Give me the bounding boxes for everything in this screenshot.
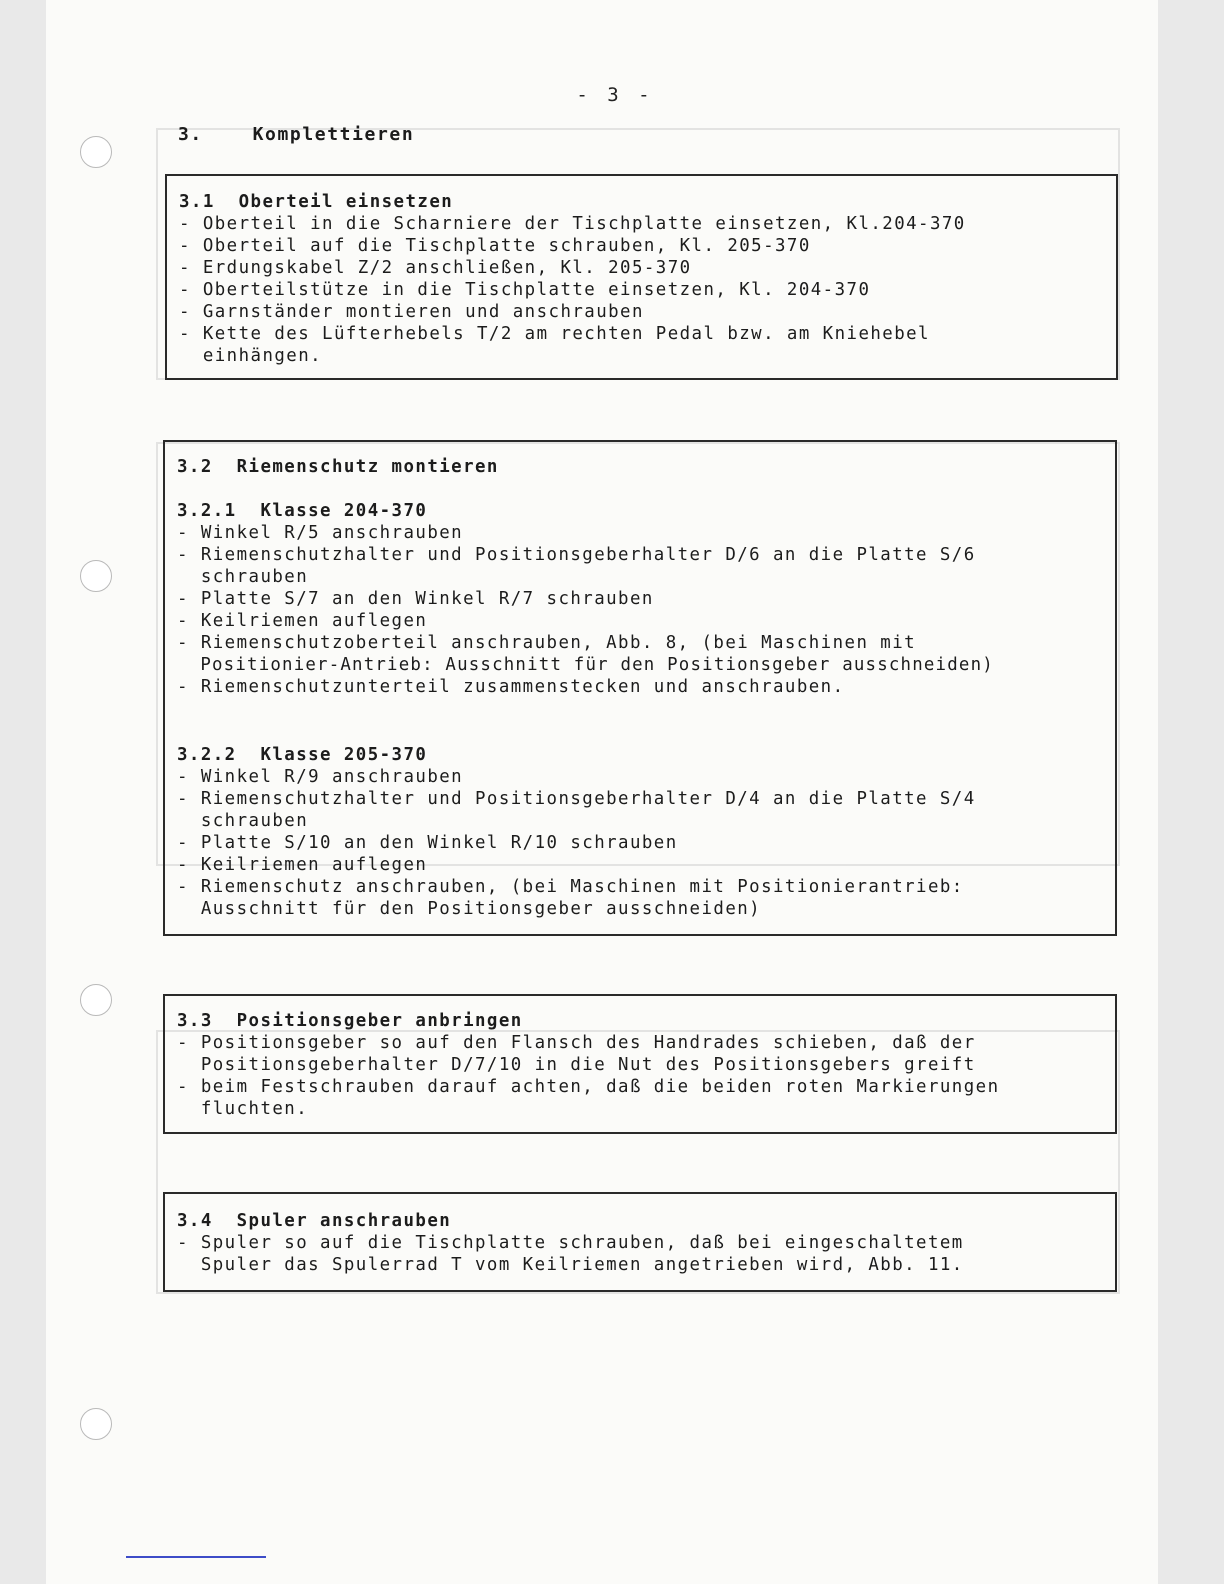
punch-hole	[80, 136, 112, 168]
subsection-heading: 3.2.2 Klasse 205-370	[177, 745, 428, 765]
scan-edge-mark	[126, 1556, 266, 1558]
instruction-line: - beim Festschrauben darauf achten, daß die beiden roten Markierungen	[177, 1077, 1000, 1097]
instruction-line: Positionsgeberhalter D/7/10 in die Nut des Positionsgebers greift	[177, 1055, 976, 1075]
section-heading: 3.4 Spuler anschrauben	[177, 1211, 452, 1231]
instruction-line: - Garnständer montieren und anschrauben	[179, 302, 644, 322]
instruction-line: Positionier-Antrieb: Ausschnitt für den Positionsgeber ausschneiden)	[177, 655, 994, 675]
section-heading: 3.3 Positionsgeber anbringen	[177, 1011, 523, 1031]
instruction-line: - Positionsgeber so auf den Flansch des Handrades schieben, daß der	[177, 1033, 976, 1053]
instruction-line: - Oberteilstütze in die Tischplatte einsetzen, Kl. 204-370	[179, 280, 871, 300]
punch-hole	[80, 560, 112, 592]
instruction-line: - Kette des Lüfterhebels T/2 am rechten Pedal bzw. am Kniehebel	[179, 324, 930, 344]
instruction-line: - Riemenschutzhalter und Positionsgeberhalter D/4 an die Platte S/4	[177, 789, 976, 809]
instruction-line: - Keilriemen auflegen	[177, 855, 428, 875]
section-3-3-box	[163, 994, 1117, 1134]
instruction-line: - Platte S/10 an den Winkel R/10 schrauben	[177, 833, 678, 853]
section-3-2-box	[163, 440, 1117, 936]
section-heading: 3.1 Oberteil einsetzen	[179, 192, 454, 212]
instruction-line: - Oberteil auf die Tischplatte schrauben, Kl. 205-370	[179, 236, 811, 256]
instruction-line: - Winkel R/5 anschrauben	[177, 523, 464, 543]
section-3-4-box	[163, 1192, 1117, 1292]
punch-hole	[80, 984, 112, 1016]
instruction-line: Ausschnitt für den Positionsgeber ausschneiden)	[177, 899, 762, 919]
subsection-heading: 3.2.1 Klasse 204-370	[177, 501, 428, 521]
section-heading: 3.2 Riemenschutz montieren	[177, 457, 499, 477]
instruction-line: - Riemenschutzunterteil zusammenstecken und anschrauben.	[177, 677, 845, 697]
instruction-line: einhängen.	[179, 346, 323, 366]
chapter-title-text: Komplettieren	[252, 124, 415, 145]
instruction-line: - Erdungskabel Z/2 anschließen, Kl. 205-370	[179, 258, 692, 278]
instruction-line: - Oberteil in die Scharniere der Tischplatte einsetzen, Kl.204-370	[179, 214, 966, 234]
instruction-line: - Riemenschutzhalter und Positionsgeberhalter D/6 an die Platte S/6	[177, 545, 976, 565]
instruction-line: - Riemenschutz anschrauben, (bei Maschinen mit Positionierantrieb:	[177, 877, 964, 897]
instruction-line: - Riemenschutzoberteil anschrauben, Abb. 8, (bei Maschinen mit	[177, 633, 917, 653]
instruction-line: schrauben	[177, 567, 309, 587]
instruction-line: - Platte S/7 an den Winkel R/7 schrauben	[177, 589, 654, 609]
section-3-1-box	[165, 174, 1118, 380]
instruction-line: - Winkel R/9 anschrauben	[177, 767, 464, 787]
page-number: - 3 -	[576, 84, 654, 106]
instruction-line: fluchten.	[177, 1099, 309, 1119]
instruction-line: - Spuler so auf die Tischplatte schrauben, daß bei eingeschaltetem	[177, 1233, 964, 1253]
chapter-title	[178, 124, 414, 145]
chapter-number: 3.	[178, 124, 203, 145]
instruction-line: Spuler das Spulerrad T vom Keilriemen angetrieben wird, Abb. 11.	[177, 1255, 964, 1275]
instruction-line: schrauben	[177, 811, 309, 831]
punch-hole	[80, 1408, 112, 1440]
instruction-line: - Keilriemen auflegen	[177, 611, 428, 631]
